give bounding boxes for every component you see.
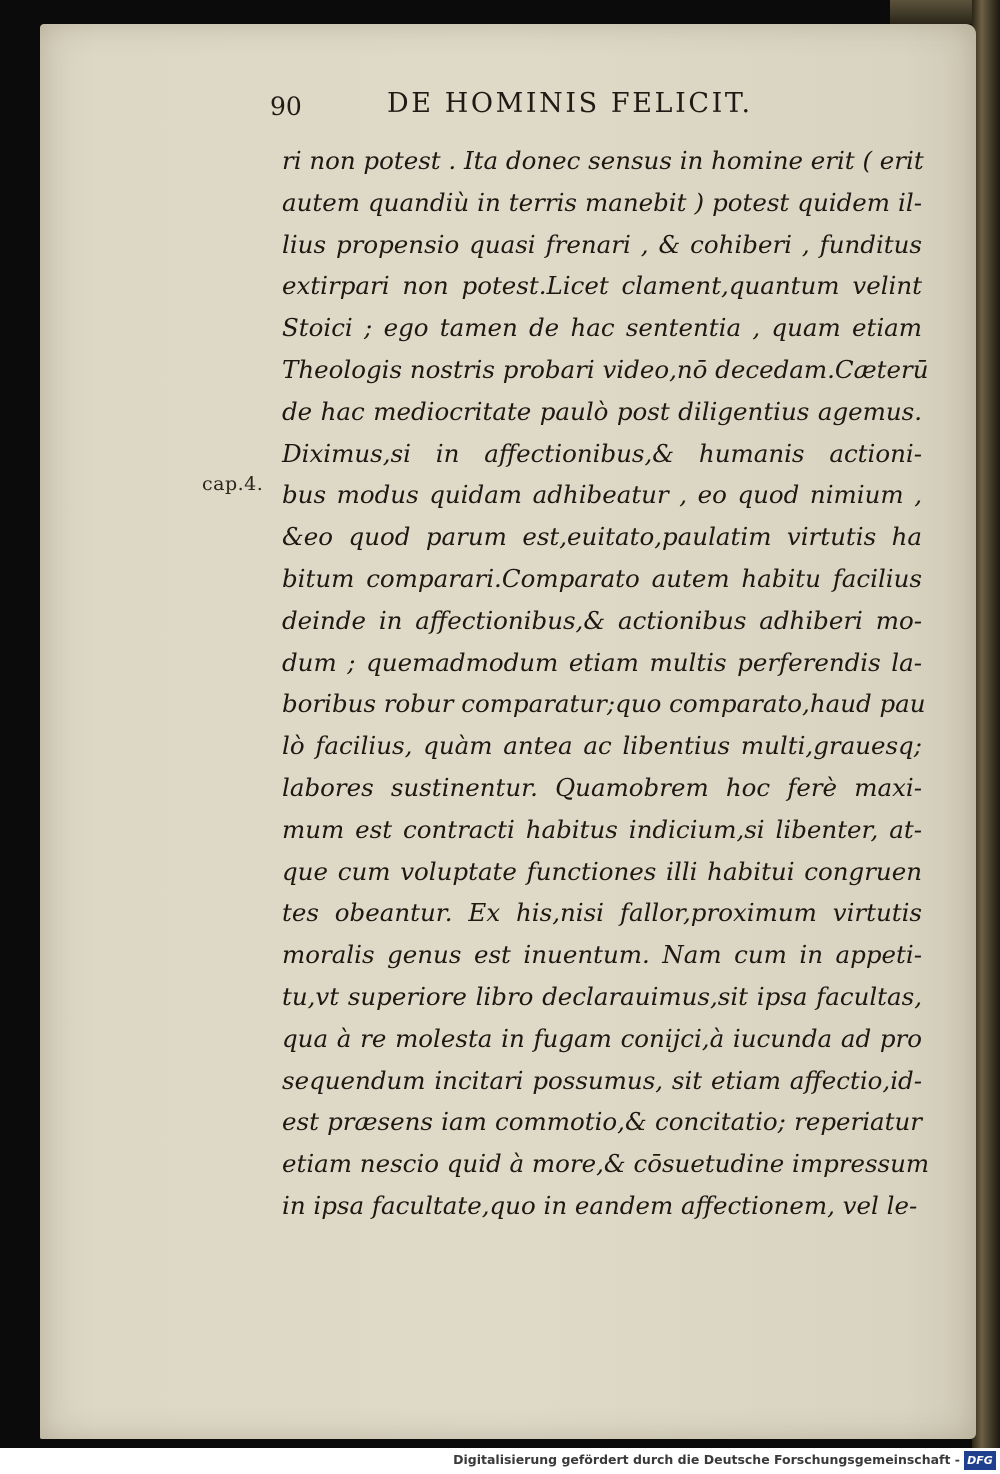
page-edge-right bbox=[972, 0, 1000, 1448]
text-line: qua à re molesta in fugam conijci,à iucunda ad pro bbox=[282, 1023, 922, 1053]
text-line: boribus robur comparatur;quo comparato,haud pau bbox=[282, 689, 926, 719]
text-line: Stoici ; ego tamen de hac sententia , quam etiam bbox=[282, 313, 922, 343]
text-line: etiam nescio quid à more,& cōsuetudine impressum bbox=[282, 1149, 930, 1179]
text-line: ri non potest . Ita donec sensus in homine erit ( erit bbox=[282, 146, 924, 175]
text-line: autem quandiù in terris manebit ) potest quidem il- bbox=[282, 187, 922, 217]
text-line: in ipsa facultate,quo in eandem affectionem, vel le- bbox=[282, 1190, 918, 1220]
text-line: que cum voluptate functiones illi habitui congruen bbox=[282, 856, 922, 886]
text-line: est præsens iam commotio,& concitatio; reperiatur bbox=[282, 1107, 922, 1137]
text-line: &eo quod parum est,euitato,paulatim virtutis ha bbox=[282, 522, 922, 552]
text-line: lius propensio quasi frenari , & cohiberi , funditus bbox=[282, 229, 922, 259]
running-head-title: DE HOMINIS FELICIT. bbox=[387, 88, 753, 119]
text-line: tu,vt superiore libro declarauimus,sit ipsa facultas, bbox=[282, 981, 922, 1011]
text-line: lò facilius, quàm antea ac libentius multi,grauesq; bbox=[282, 731, 922, 761]
footer-credit: Digitalisierung gefördert durch die Deutsche Forschungsgemeinschaft - bbox=[453, 1452, 960, 1467]
text-line: mum est contracti habitus indicium,si libenter, at- bbox=[282, 814, 922, 844]
body-text bbox=[282, 140, 930, 1227]
text-line: deinde in affectionibus,& actionibus adhiberi mo- bbox=[282, 605, 922, 635]
text-line: sequendum incitari possumus, sit etiam affectio,id- bbox=[282, 1065, 922, 1095]
text-line: Theologis nostris probari video,nō decedam.Cæterū bbox=[282, 354, 929, 384]
text-line: bitum comparari.Comparato autem habitu facilius bbox=[282, 563, 922, 593]
page-number: 90 bbox=[270, 92, 302, 121]
text-line: dum ; quemadmodum etiam multis perferendis la- bbox=[282, 647, 922, 677]
text-line: extirpari non potest.Licet clament,quantum velint bbox=[282, 271, 922, 301]
text-line: Diximus,si in affectionibus,& humanis actioni- bbox=[282, 438, 922, 468]
running-head bbox=[270, 88, 910, 128]
text-line: bus modus quidam adhibeatur , eo quod nimium , bbox=[282, 480, 922, 510]
text-line: moralis genus est inuentum. Nam cum in appeti- bbox=[282, 940, 922, 970]
marginal-note: cap.4. bbox=[202, 473, 264, 495]
text-line: tes obeantur. Ex his,nisi fallor,proximum virtutis bbox=[282, 898, 922, 928]
dfg-logo-icon: DFG bbox=[964, 1451, 996, 1470]
text-line: labores sustinentur. Quamobrem hoc ferè maxi- bbox=[282, 772, 922, 802]
footer-band bbox=[0, 1448, 1000, 1474]
text-line: de hac mediocritate paulò post diligentius agemus. bbox=[282, 396, 922, 426]
